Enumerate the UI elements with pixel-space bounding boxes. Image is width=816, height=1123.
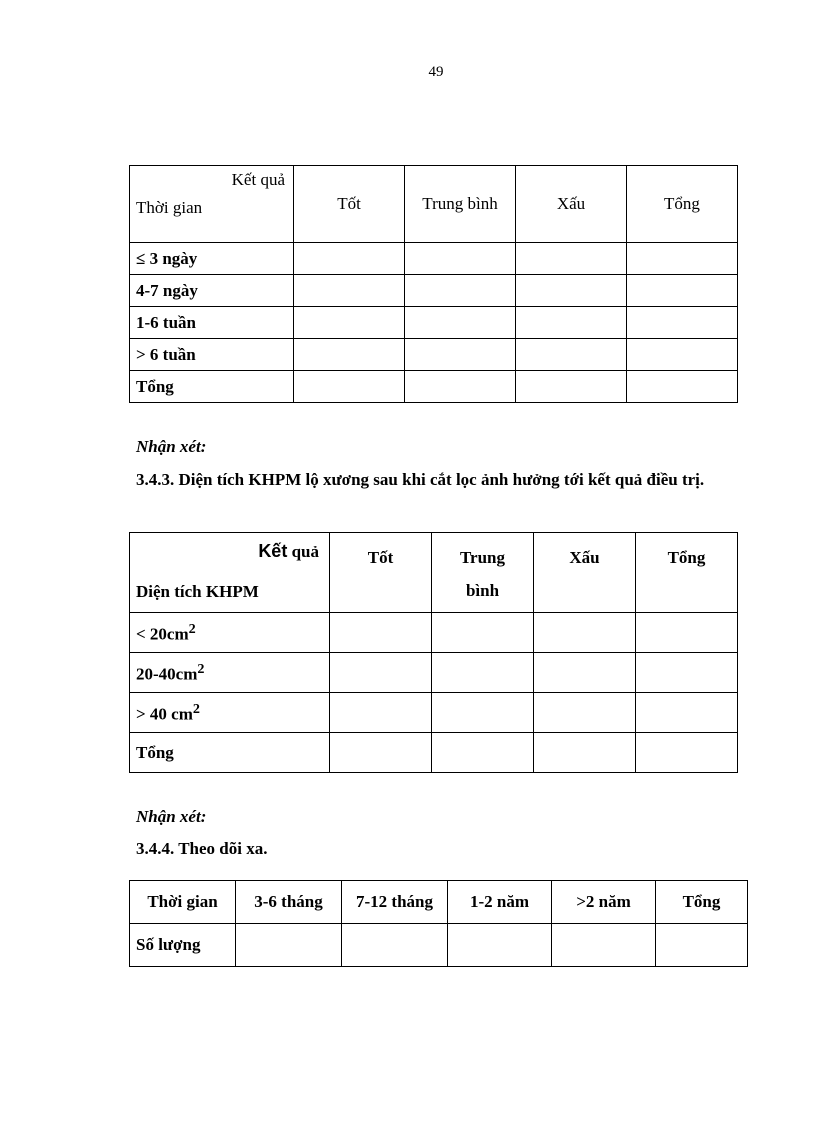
table-cell (534, 693, 636, 733)
diagonal-header-cell (130, 166, 294, 243)
table-cell (342, 924, 448, 967)
column-header: 3-6 tháng (236, 881, 342, 924)
column-header: Tốt (330, 533, 432, 613)
table-cell (627, 339, 738, 371)
table-cell (552, 924, 656, 967)
table-result-by-time (129, 165, 738, 403)
row-label: 4-7 ngày (130, 275, 294, 307)
table-cell (236, 924, 342, 967)
corner-bottom-label: Diện tích KHPM (136, 582, 259, 601)
table-cell (516, 275, 627, 307)
table-row (130, 613, 738, 653)
table-cell (432, 693, 534, 733)
table-cell (330, 653, 432, 693)
table-row (130, 339, 738, 371)
table-header-row (130, 533, 738, 613)
row-label: $20-40cm^2$ (130, 653, 330, 693)
row-label: Số lượng (130, 924, 236, 967)
column-header: 7-12 tháng (342, 881, 448, 924)
row-label: > 40 $cm^2$ (130, 693, 330, 733)
table-row (130, 371, 738, 403)
table-cell (534, 733, 636, 773)
table-cell (330, 733, 432, 773)
column-header: Tổng (656, 881, 748, 924)
table-cell (330, 613, 432, 653)
table-row (130, 653, 738, 693)
table-cell (405, 339, 516, 371)
diagonal-header-cell (130, 533, 330, 613)
row-label: 1-6 tuần (130, 307, 294, 339)
table-cell (516, 243, 627, 275)
table-row (130, 275, 738, 307)
column-header: Xấu (534, 533, 636, 613)
column-header: Tổng (636, 533, 738, 613)
table-cell (516, 339, 627, 371)
section-heading: 3.4.3. Diện tích KHPM lộ xương sau khi cắt lọc ảnh hưởng tới kết quả điều trị. (136, 470, 705, 489)
corner-bottom-label: Thời gian (136, 198, 203, 217)
table-cell (294, 243, 405, 275)
table-cell (636, 693, 738, 733)
table-cell (448, 924, 552, 967)
column-header: Trung bình (432, 533, 534, 613)
column-header: Trung bình (405, 166, 516, 243)
corner-top-label: Kết quả (258, 541, 319, 561)
table-cell (294, 339, 405, 371)
table-cell (405, 307, 516, 339)
table-cell (534, 653, 636, 693)
table-cell (627, 243, 738, 275)
table-cell (405, 371, 516, 403)
table-cell (405, 243, 516, 275)
table-row (130, 924, 748, 967)
table-follow-up (129, 880, 748, 967)
table-cell (432, 653, 534, 693)
row-label: Tổng (130, 371, 294, 403)
table-cell (432, 613, 534, 653)
column-header: 1-2 năm (448, 881, 552, 924)
row-label: ≤ 3 ngày (130, 243, 294, 275)
row-label: Tổng (130, 733, 330, 773)
table-row (130, 693, 738, 733)
table-cell (534, 613, 636, 653)
table-cell (656, 924, 748, 967)
table-header-row (130, 166, 738, 243)
row-label: > 6 tuần (130, 339, 294, 371)
table-cell (294, 307, 405, 339)
note-label: Nhận xét: (136, 437, 207, 456)
table-cell (636, 733, 738, 773)
table-cell (330, 693, 432, 733)
table-row (130, 733, 738, 773)
column-header: Tổng (627, 166, 738, 243)
table-cell (405, 275, 516, 307)
table-row (130, 243, 738, 275)
corner-top-label: Kết quả (231, 170, 285, 189)
table-cell (432, 733, 534, 773)
table-cell (627, 307, 738, 339)
table-cell (636, 653, 738, 693)
table-cell (627, 275, 738, 307)
column-header: Xấu (516, 166, 627, 243)
table-cell (294, 371, 405, 403)
table-header-row (130, 881, 748, 924)
column-header: >2 năm (552, 881, 656, 924)
column-header: Thời gian (130, 881, 236, 924)
table-cell (294, 275, 405, 307)
column-header: Tốt (294, 166, 405, 243)
table-result-by-area (129, 532, 738, 773)
section-heading: 3.4.4. Theo dõi xa. (136, 839, 268, 858)
table-cell (636, 613, 738, 653)
row-label: < $20cm^2$ (130, 613, 330, 653)
table-cell (516, 307, 627, 339)
table-cell (627, 371, 738, 403)
page-number: 49 (428, 64, 444, 80)
note-label: Nhận xét: (136, 807, 207, 826)
table-row (130, 307, 738, 339)
table-cell (516, 371, 627, 403)
